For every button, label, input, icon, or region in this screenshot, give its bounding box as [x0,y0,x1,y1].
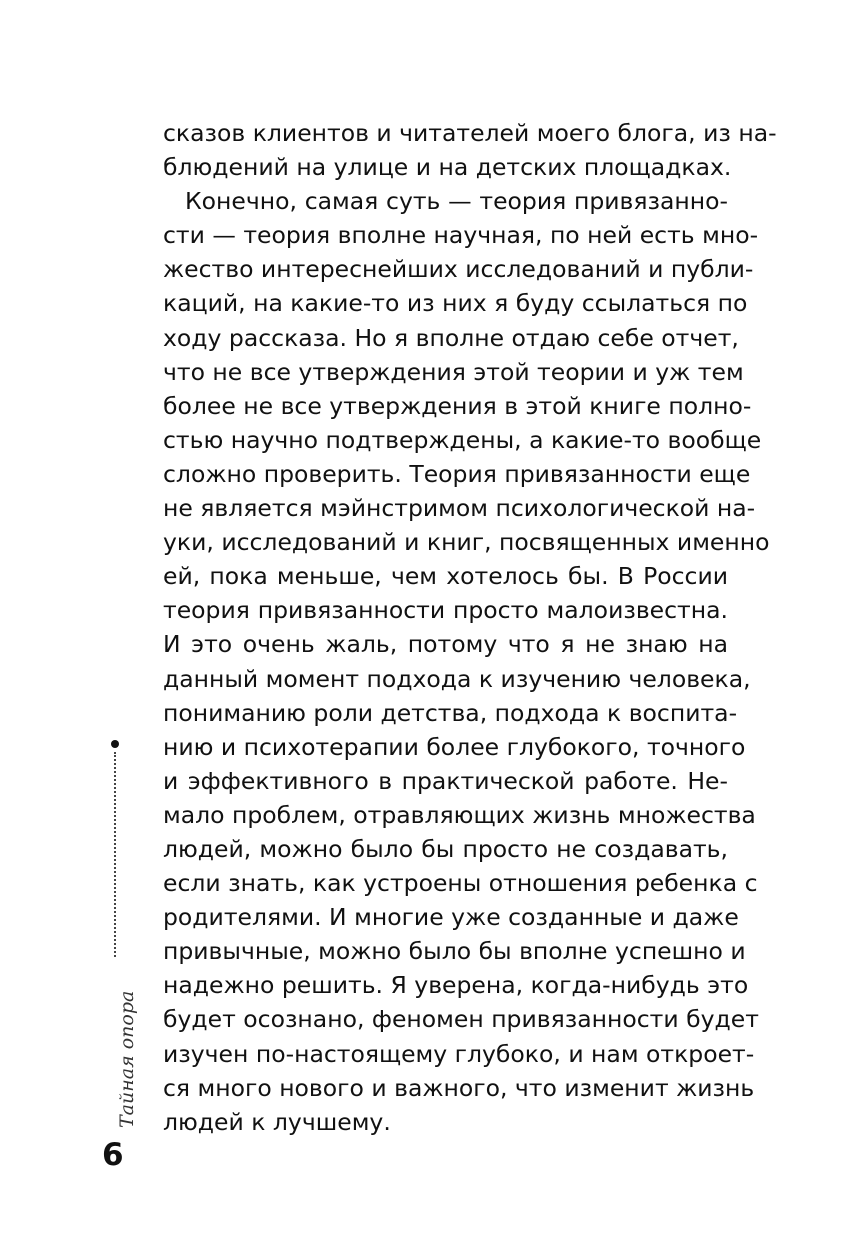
text-line: более не все утверждения в этой книге полно- [163,391,752,420]
margin-dotted-rule [114,752,116,957]
text-line: теория привязанности просто малоизвестна. [163,596,728,625]
text-line: данный момент подхода к изучению человека, [163,664,751,693]
text-line: Конечно, самая суть — теория привязанно- [185,187,728,216]
text-line: И это очень жаль, потому что я не знаю на [163,630,728,659]
text-line: блюдений на улице и на детских площадках. [163,153,732,182]
text-line: людей, можно было бы просто не создавать, [163,834,728,863]
text-line: нию и психотерапии более глубокого, точного [163,732,746,761]
text-line: будет осознано, феномен привязанности будет [163,1005,759,1034]
text-line: сложно проверить. Теория привязанности еще [163,459,751,488]
text-line: уки, исследований и книг, посвященных именно [163,528,770,557]
text-line: родителями. И многие уже созданные и даже [163,903,739,932]
text-line: ходу рассказа. Но я вполне отдаю себе отчет, [163,323,739,352]
text-line: людей к лучшему. [163,1107,391,1136]
text-line: что не все утверждения этой теории и уж тем [163,357,744,386]
text-line: каций, на какие-то из них я буду ссылаться по [163,289,748,318]
body-text [163,116,777,1139]
text-line: если знать, как устроены отношения ребенка с [163,869,758,898]
margin-dot-ornament [111,740,119,748]
page-number: 6 [102,1137,124,1173]
text-line: стью научно подтверждены, а какие-то вообще [163,425,762,454]
text-line: мало проблем, отравляющих жизнь множества [163,800,756,829]
text-line: изучен по-настоящему глубоко, и нам откроет- [163,1039,755,1068]
running-title: Тайная опора [116,990,138,1128]
text-line: ей, пока меньше, чем хотелось бы. В России [163,562,728,591]
text-line: и эффективного в практической работе. Не- [163,766,728,795]
text-line: привычные, можно было бы вполне успешно и [163,937,746,966]
text-line: не является мэйнстримом психологической на- [163,494,756,523]
text-line: сти — теория вполне научная, по ней есть мно- [163,221,759,250]
text-line: ся много нового и важного, что изменит жизнь [163,1073,755,1102]
text-line: жество интереснейших исследований и публи- [163,255,754,284]
text-line: надежно решить. Я уверена, когда-нибудь это [163,971,749,1000]
text-line: пониманию роли детства, подхода к воспита- [163,698,738,727]
text-line: сказов клиентов и читателей моего блога, из на- [163,119,777,147]
